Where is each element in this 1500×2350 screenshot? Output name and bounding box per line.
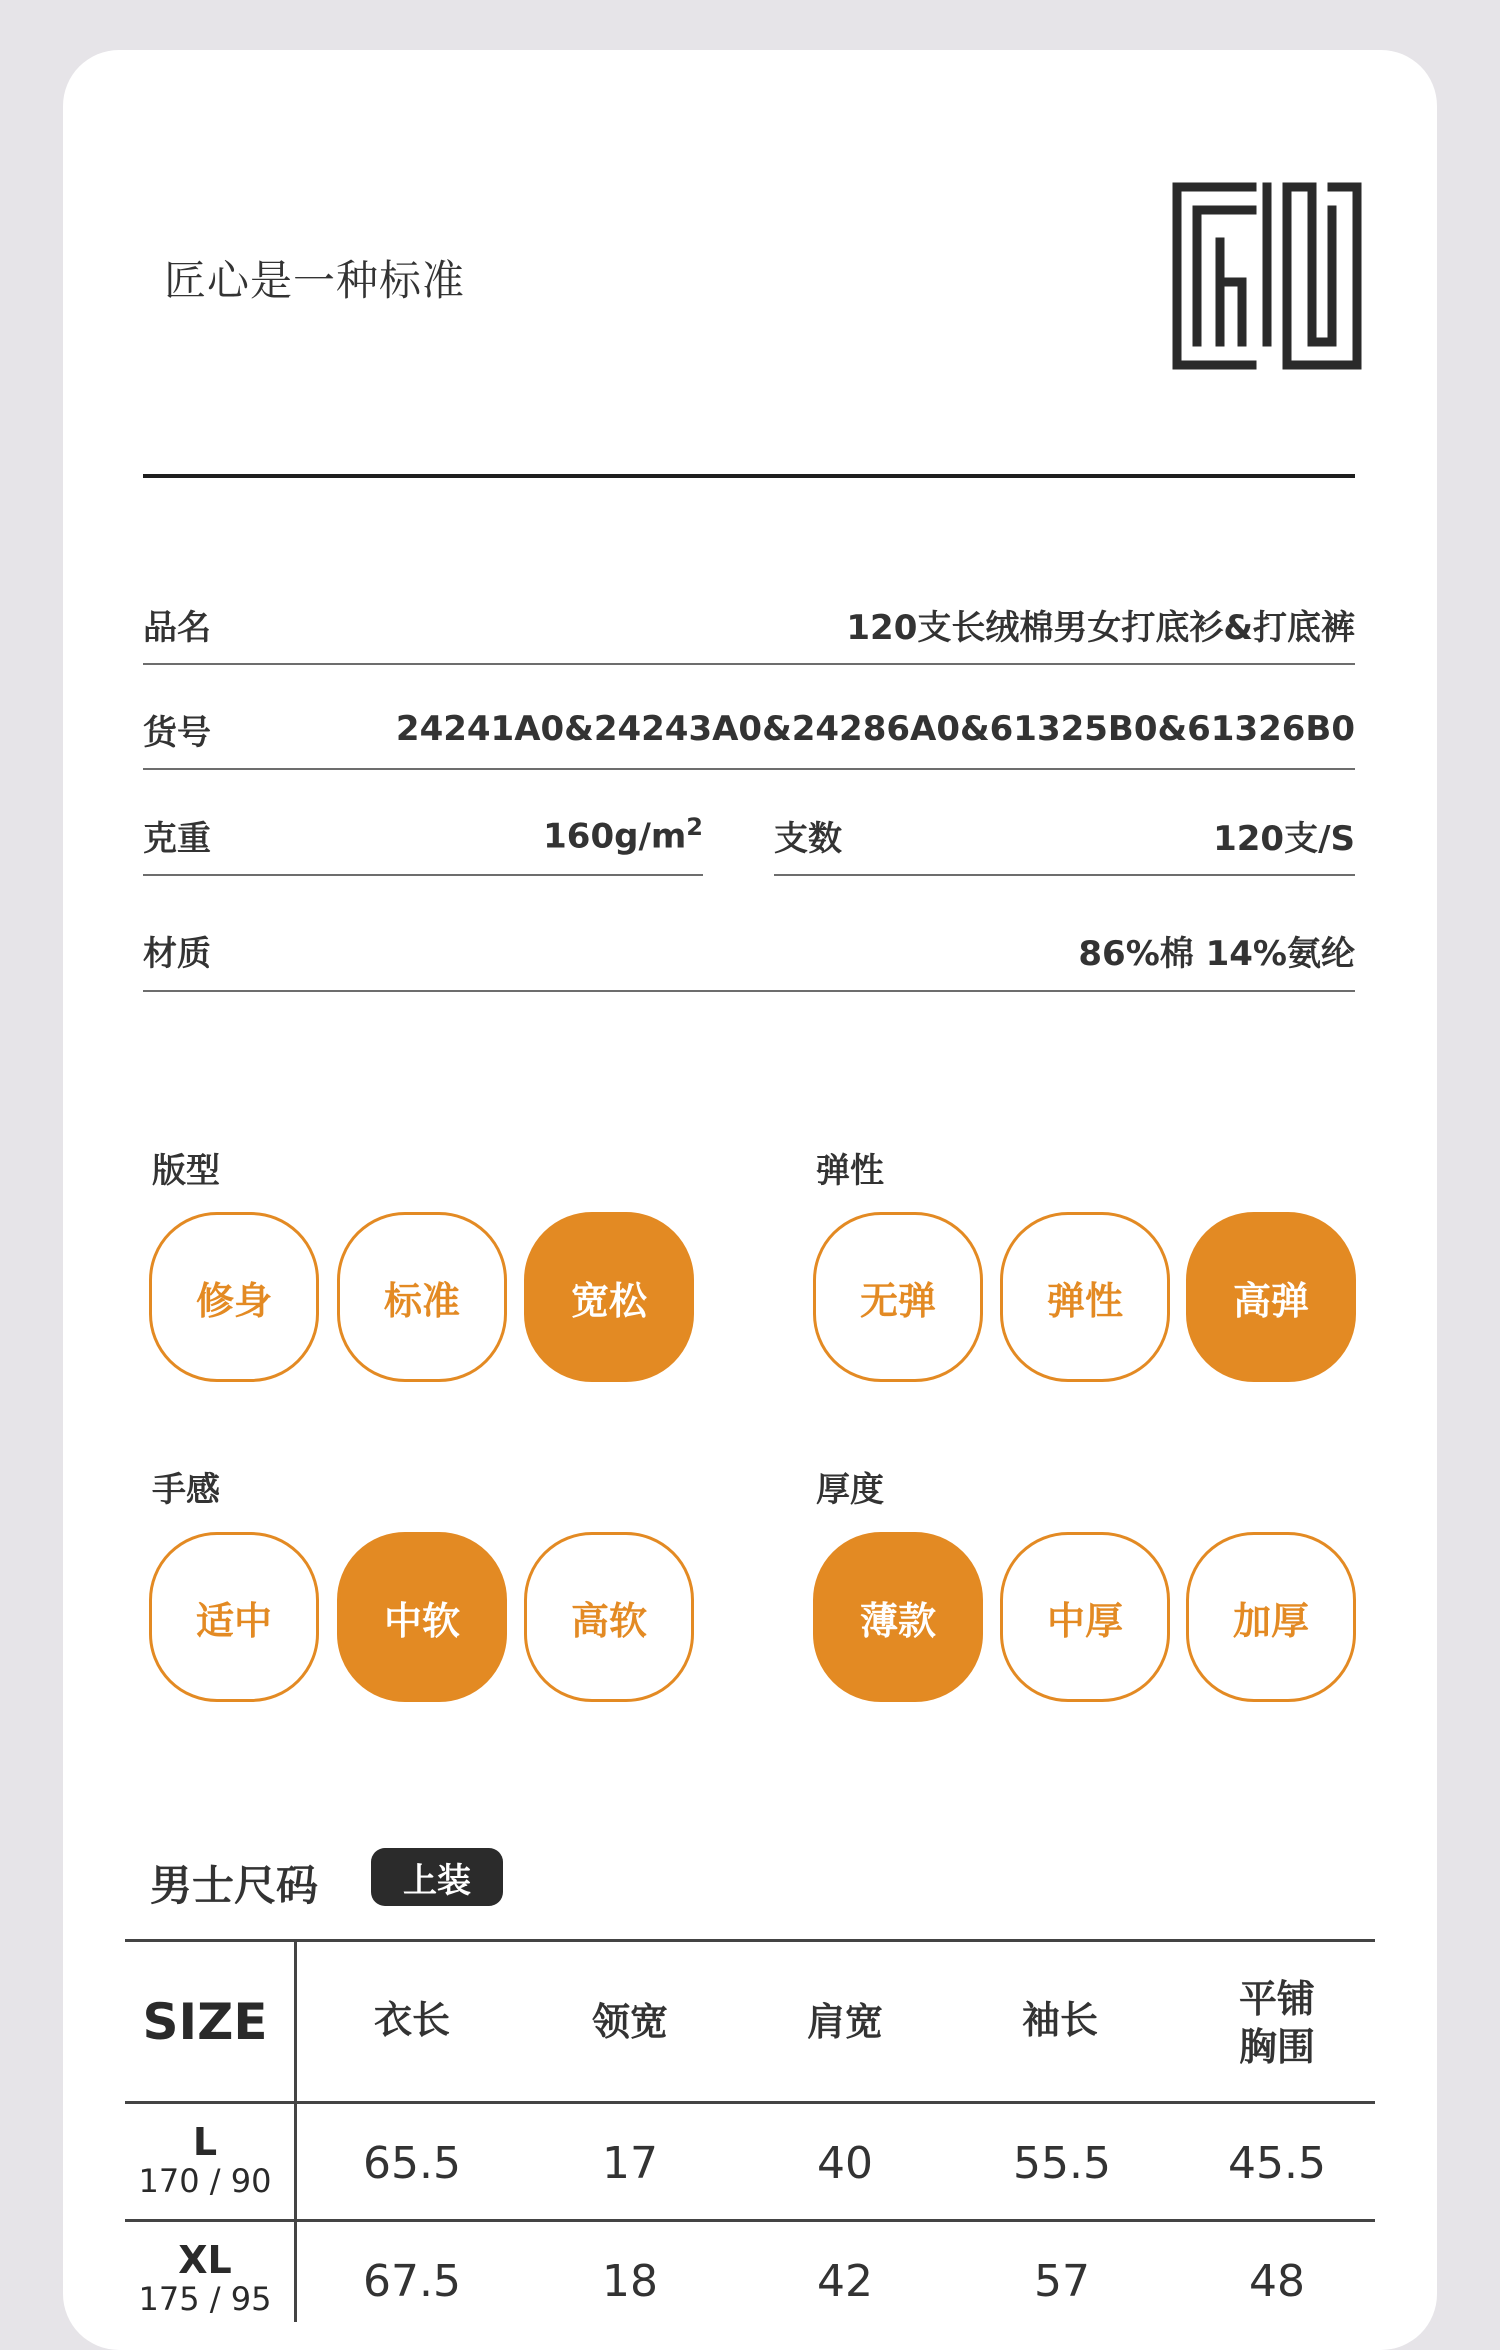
table-header-collar: 领宽 [591,2000,668,2044]
info-value-weight: $160g/m^2$ [543,813,703,857]
table-header-length: 衣长 [373,1998,450,2042]
spec-title-thickness: 厚度 [816,1470,884,1510]
info-label-yarn: 支数 [774,818,842,859]
info-value-yarn: 120支/S [1213,818,1355,859]
table-header-shoulder: 肩宽 [806,2000,883,2044]
row-body: 175 / 95 [138,2280,272,2318]
row-body: 170 / 90 [138,2162,272,2200]
pill-fit-slim: 修身 [149,1212,319,1382]
info-label-material: 材质 [143,933,211,974]
row-size: XL [178,2238,232,2282]
brand-slogan: 匠心是一种标准 [164,256,466,305]
table-row-rule [125,2219,1375,2222]
pill-elasticity-medium: 弹性 [1000,1212,1170,1382]
brand-logo-icon [1172,182,1362,370]
pill-fit-standard: 标准 [337,1212,507,1382]
table-cell: 65.5 [363,2138,461,2189]
pill-thickness-medium: 中厚 [1000,1532,1170,1702]
header-divider [143,474,1355,478]
table-cell: 42 [817,2256,873,2307]
info-row-yarn [774,796,1355,876]
pill-feel-moderate: 适中 [149,1532,319,1702]
pill-feel-very-soft: 高软 [524,1532,694,1702]
table-header-chest-line1: 平铺 [1238,1977,1315,2021]
row-size: L [192,2120,218,2164]
spec-title-elasticity: 弹性 [816,1151,884,1191]
table-cell: 40 [817,2138,873,2189]
spec-title-feel: 手感 [152,1470,220,1510]
table-row-label [130,2122,280,2200]
info-row-name [143,585,1355,665]
size-chart-badge: 上装 [371,1848,503,1906]
table-header-rule [125,2101,1375,2104]
size-chart-title: 男士尺码 [150,1861,319,1910]
pill-elasticity-high: 高弹 [1186,1212,1356,1382]
table-column-divider [294,1942,297,2322]
info-label-sku: 货号 [143,712,211,753]
pill-thickness-thick: 加厚 [1186,1532,1356,1702]
info-row-weight [143,796,703,876]
table-cell: 18 [602,2256,658,2307]
table-cell: 48 [1249,2256,1305,2307]
pill-thickness-thin: 薄款 [813,1532,983,1702]
info-value-sku: 24241A0&24243A0&24286A0&61325B0&61326B0 [395,709,1355,749]
pill-elasticity-none: 无弹 [813,1212,983,1382]
info-label-weight: 克重 [143,818,211,859]
table-top-rule [125,1939,1375,1942]
pill-fit-loose: 宽松 [524,1212,694,1382]
info-value-name: 120支长绒棉男女打底衫&打底裤 [846,607,1355,648]
info-value-material: 86%棉 14%氨纶 [1078,933,1355,974]
table-cell: 67.5 [363,2256,461,2307]
pill-feel-soft: 中软 [337,1532,507,1702]
table-cell: 55.5 [1013,2138,1111,2189]
table-cell: 57 [1034,2256,1090,2307]
spec-title-fit: 版型 [152,1151,220,1191]
info-row-material [143,910,1355,992]
table-cell: 17 [602,2138,658,2189]
table-header-chest [1192,1975,1362,2071]
table-header-sleeve: 袖长 [1021,1998,1098,2042]
table-cell: 45.5 [1228,2138,1326,2189]
info-value-weight-sup: 2 [686,813,703,842]
info-row-sku [143,690,1355,770]
info-label-name: 品名 [143,607,211,648]
table-row-label [130,2240,280,2318]
table-header-size: SIZE [142,1993,268,2051]
table-header-chest-line2: 胸围 [1238,2025,1315,2069]
